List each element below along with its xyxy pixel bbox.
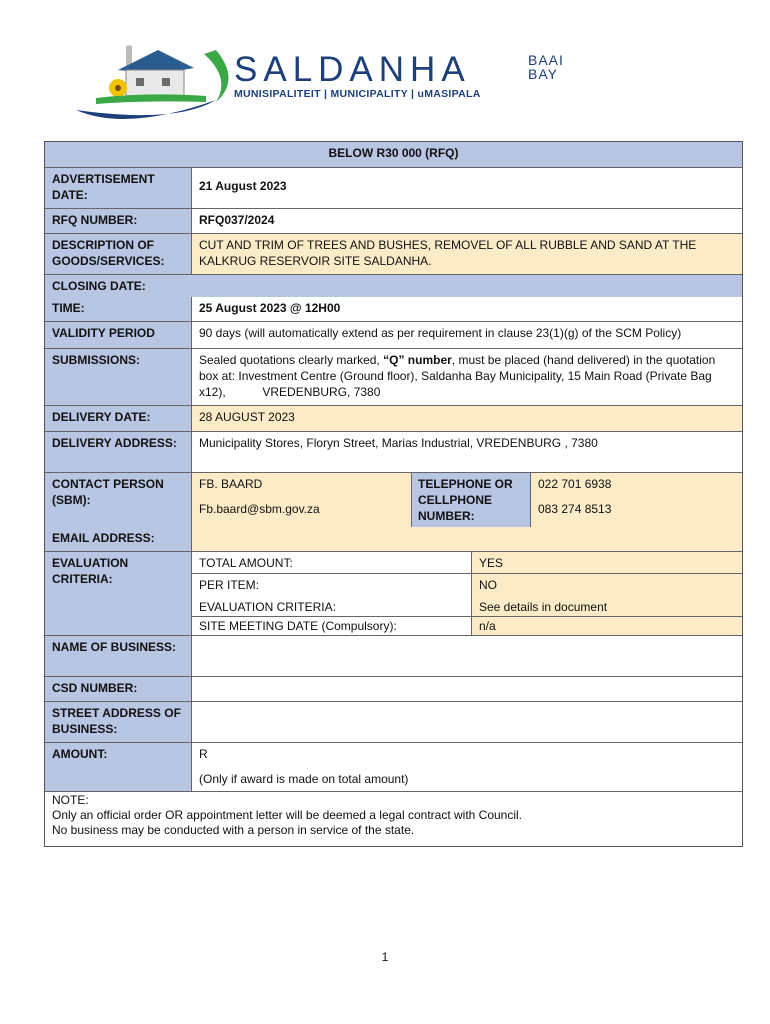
note-line-1: Only an official order OR appointment letter will be deemed a legal contract with Council. — [52, 808, 523, 822]
delivery-address-value: Municipality Stores, Floryn Street, Marias Industrial, VREDENBURG , 7380 — [192, 432, 742, 472]
telephone-number-1: 022 701 6938 — [538, 477, 612, 491]
csd-number-value — [192, 677, 742, 701]
amount-currency: R — [199, 747, 208, 761]
amount-label: AMOUNT: — [45, 743, 191, 791]
contact-name: FB. BAARD — [199, 477, 263, 491]
logo-emblem-icon — [66, 40, 236, 122]
ad-date-label: ADVERTISEMENT DATE: — [45, 168, 191, 208]
brand-baai-bay — [528, 53, 564, 81]
closing-date-label: CLOSING DATE: — [45, 275, 742, 297]
note-heading: NOTE: — [52, 793, 89, 807]
time-value: 25 August 2023 @ 12H00 — [192, 297, 742, 321]
street-address-label: STREET ADDRESS OF BUSINESS: — [45, 702, 191, 742]
description-label: DESCRIPTION OF GOODS/SERVICES: — [45, 234, 191, 274]
telephone-number-2: 083 274 8513 — [538, 502, 612, 516]
rfq-number-value: RFQ037/2024 — [192, 209, 742, 233]
submissions-text-post: , must be placed (hand delivered) in the quotation box at: Investment Centre (Ground floor), Saldanha Bay Municipality, 15 Main Road (Private Bag x12), VREDENBURG, 7380 — [199, 353, 719, 399]
street-address-value — [192, 702, 742, 742]
eval-total-amount: TOTAL AMOUNT: — [192, 552, 471, 573]
brand-baai: BAAI — [528, 52, 564, 68]
business-name-value — [192, 636, 742, 676]
contact-person-value — [192, 473, 411, 527]
eval-per-item: PER ITEM: — [192, 574, 471, 596]
note-line-2: No business may be conducted with a person in service of the state. — [52, 823, 415, 837]
submissions-label: SUBMISSIONS: — [45, 349, 191, 405]
business-name-label: NAME OF BUSINESS: — [45, 636, 191, 676]
validity-value: 90 days (will automatically extend as per requirement in clause 23(1)(g) of the SCM Policy) — [192, 322, 742, 348]
amount-note: (Only if award is made on total amount) — [199, 772, 409, 786]
brand-bay: BAY — [528, 66, 558, 82]
contact-person-label: CONTACT PERSON (SBM): — [45, 473, 191, 527]
municipality-logo — [66, 40, 586, 122]
csd-number-label: CSD NUMBER: — [45, 677, 191, 701]
brand-name: SALDANHA — [234, 50, 471, 89]
page-number: 1 — [381, 950, 389, 964]
note-block — [45, 792, 742, 846]
delivery-date-value: 28 AUGUST 2023 — [192, 406, 742, 431]
submissions-value — [192, 349, 742, 405]
eval-criteria: EVALUATION CRITERIA: — [192, 596, 471, 616]
submissions-text-pre: Sealed quotations clearly marked, — [199, 353, 384, 367]
telephone-value — [531, 473, 742, 527]
submissions-q-number: “Q” number — [383, 353, 452, 367]
rfq-form-table — [44, 141, 743, 847]
eval-criteria-value: See details in document — [472, 596, 742, 616]
eval-site-meeting-value: n/a — [472, 617, 742, 635]
contact-email: Fb.baard@sbm.gov.za — [199, 502, 320, 516]
eval-site-meeting: SITE MEETING DATE (Compulsory): — [192, 617, 471, 635]
time-label: TIME: — [45, 297, 191, 321]
validity-label: VALIDITY PERIOD — [45, 322, 191, 348]
telephone-label: TELEPHONE OR CELLPHONE NUMBER: — [412, 473, 530, 527]
description-value: CUT AND TRIM OF TREES AND BUSHES, REMOVEL OF ALL RUBBLE AND SAND AT THE KALKRUG RESERVOIR SITE SALDANHA. — [192, 234, 742, 274]
rfq-number-label: RFQ NUMBER: — [45, 209, 191, 233]
eval-total-amount-value: YES — [472, 552, 742, 573]
amount-value — [192, 743, 742, 791]
eval-per-item-value: NO — [472, 574, 742, 596]
delivery-address-label: DELIVERY ADDRESS: — [45, 432, 191, 472]
ad-date-value: 21 August 2023 — [192, 168, 742, 208]
delivery-date-label: DELIVERY DATE: — [45, 406, 191, 431]
form-title: BELOW R30 000 (RFQ) — [45, 142, 742, 167]
evaluation-criteria-label: EVALUATION CRITERIA: — [45, 552, 191, 635]
email-address-label: EMAIL ADDRESS: — [45, 527, 191, 551]
email-address-value — [191, 527, 742, 551]
brand-tagline: MUNISIPALITEIT | MUNICIPALITY | uMASIPALA — [234, 88, 481, 100]
